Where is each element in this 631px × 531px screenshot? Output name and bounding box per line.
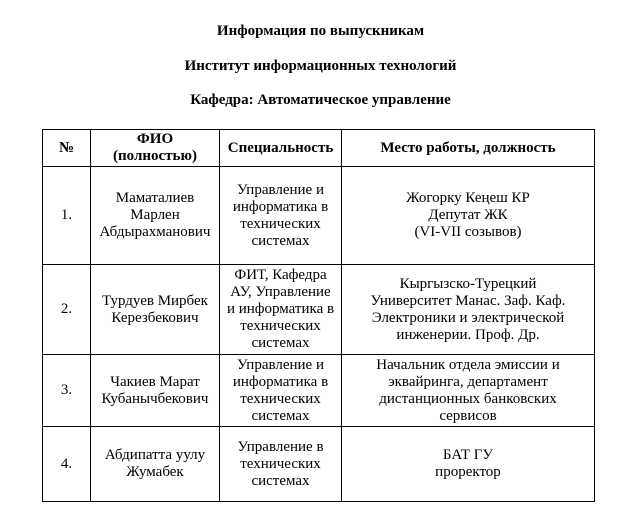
row-workplace: Начальник отдела эмиссии и эквайринга, департамент дистанционных банковских сервисов [342,355,595,427]
row-number: 1. [43,167,91,265]
row-number: 3. [43,355,91,427]
table-row [43,167,595,265]
table-row [43,355,595,427]
institute-heading: Институт информационных технологий [184,58,457,74]
row-workplace: Жогорку Кеңеш КР Депутат ЖК (VI-VII созывов) [342,167,595,265]
row-specialty: Управление и информатика в технических системах [220,167,342,265]
table-row [43,265,595,355]
document-title: Информация по выпускникам [216,23,425,39]
row-workplace: Кыргызско-Турецкий Университет Манас. Заф. Каф. Электроники и электрической инженерии. Проф. Др. [342,265,595,355]
row-number: 4. [43,427,91,502]
header-number: № [43,130,91,167]
department-heading: Кафедра: Автоматическое управление [190,92,451,108]
header-specialty: Специальность [220,130,342,167]
row-workplace: БАТ ГУ проректор [342,427,595,502]
table-header-row [43,130,595,167]
row-specialty: Управление и информатика в технических системах [220,355,342,427]
table-row [43,427,595,502]
row-number: 2. [43,265,91,355]
header-workplace: Место работы, должность [342,130,595,167]
row-full-name: Маматалиев Марлен Абдырахманович [91,167,220,265]
graduates-table [42,129,595,502]
row-specialty: Управление в технических системах [220,427,342,502]
row-full-name: Турдуев Мирбек Керезбекович [91,265,220,355]
row-specialty: ФИТ, Кафедра АУ, Управление и информатика в технических системах [220,265,342,355]
row-full-name: Чакиев Марат Кубанычбекович [91,355,220,427]
row-full-name: Абдипатта уулу Жумабек [91,427,220,502]
header-full-name: ФИО (полностью) [91,130,220,167]
